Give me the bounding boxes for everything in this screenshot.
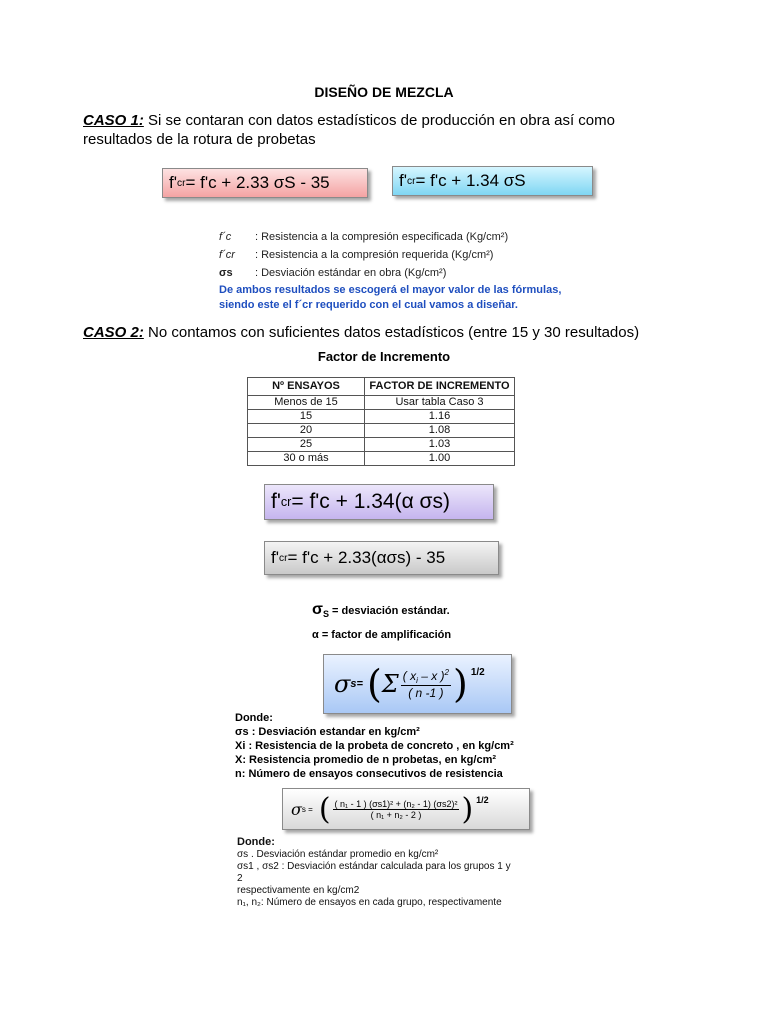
def-row: f´c : Resistencia a la compresión especificada (Kg/cm²) bbox=[219, 231, 509, 243]
fraction: ( n₁ - 1 ) (σs1)² + (n₂ - 1) (σs2)² ( n₁ + n₂ - 2 ) bbox=[334, 798, 458, 820]
case1-paragraph bbox=[83, 111, 683, 149]
table-header-row bbox=[248, 378, 515, 396]
donde2-block: Donde: σs . Desviación estándar promedio en kg/cm² σs1 , σs2 : Desviación estándar calculada para los grupos 1 y 2 respectivamente en kg/cm2 n₁, n₂: Número de ensayos en cada grupo, respectivamente bbox=[237, 836, 511, 908]
formula-box-5: σ s= ( Σ ( $x_i$ – x )$^2$ ( n -1 ) ) $^{1/2}$ bbox=[323, 654, 512, 714]
page-title: DISEÑO DE MEZCLA bbox=[314, 84, 454, 100]
fraction: ( $x_i$ – x )$^2$ ( n -1 ) bbox=[402, 668, 449, 700]
formula-box-6: σ s = ( ( n₁ - 1 ) (σs1)² + (n₂ - 1) (σs2)² ( n₁ + n₂ - 2 ) ) $^{1/2}$ bbox=[282, 788, 530, 830]
formula-box-4: f' cr = f'c + 2.33(ασs) - 35 bbox=[264, 541, 499, 575]
formula-box-1: f' cr = f'c + 2.33 σS - 35 bbox=[162, 168, 368, 198]
note-text: De ambos resultados se escogerá el mayor valor de las fórmulas, siendo este el f´cr requerido con el cual vamos a diseñar. bbox=[219, 284, 562, 311]
table-row: 20 1.08 bbox=[248, 424, 515, 438]
table-row: Menos de 15 Usar tabla Caso 3 bbox=[248, 396, 515, 410]
sigma-definition: $\sigma_S$ = desviación estándar. bbox=[312, 601, 450, 620]
left-paren: ( bbox=[366, 662, 382, 706]
table-row: 25 1.03 bbox=[248, 438, 515, 452]
factor-title: Factor de Incremento bbox=[317, 349, 451, 364]
table-header: FACTOR DE INCREMENTO bbox=[365, 378, 515, 396]
case2-paragraph bbox=[83, 323, 683, 342]
right-paren: ) bbox=[452, 662, 468, 706]
formula-box-3: f' cr = f'c + 1.34(α σs) bbox=[264, 484, 494, 520]
donde1-block: Donde: σs : Desviación estandar en kg/cm² Xi : Resistencia de la probeta de concreto , en kg/cm² X: Resistencia promedio de n probetas, en kg/cm² n: Número de ensayos consecutivos de resistencia bbox=[235, 712, 514, 780]
case2-text: No contamos con suficientes datos estadísticos (entre 15 y 30 resultados) bbox=[143, 324, 640, 341]
alpha-definition: α = factor de amplificación bbox=[312, 629, 452, 641]
right-paren: ) bbox=[461, 791, 474, 827]
factor-table bbox=[247, 377, 515, 466]
sigma-symbol: σ bbox=[312, 601, 323, 618]
case2-label: CASO 2: bbox=[83, 324, 144, 341]
table-row: 15 1.16 bbox=[248, 410, 515, 424]
case1-label: CASO 1: bbox=[83, 112, 144, 129]
formula-box-2: f' cr = f'c + 1.34 σS bbox=[392, 166, 593, 196]
def-row: σs : Desviación estándar en obra (Kg/cm²) bbox=[219, 267, 447, 279]
definitions-case1 bbox=[219, 228, 579, 282]
left-paren: ( bbox=[318, 791, 331, 827]
sum-symbol: Σ bbox=[381, 670, 399, 698]
table-row: 30 o más 1.00 bbox=[248, 452, 515, 466]
def-row: f´cr : Resistencia a la compresión requerida (Kg/cm²) bbox=[219, 249, 494, 261]
case1-text: Si se contaran con datos estadísticos de producción en obra así como resultados de la rotura de probetas bbox=[83, 112, 615, 148]
table-header: Nº ENSAYOS bbox=[248, 378, 365, 396]
